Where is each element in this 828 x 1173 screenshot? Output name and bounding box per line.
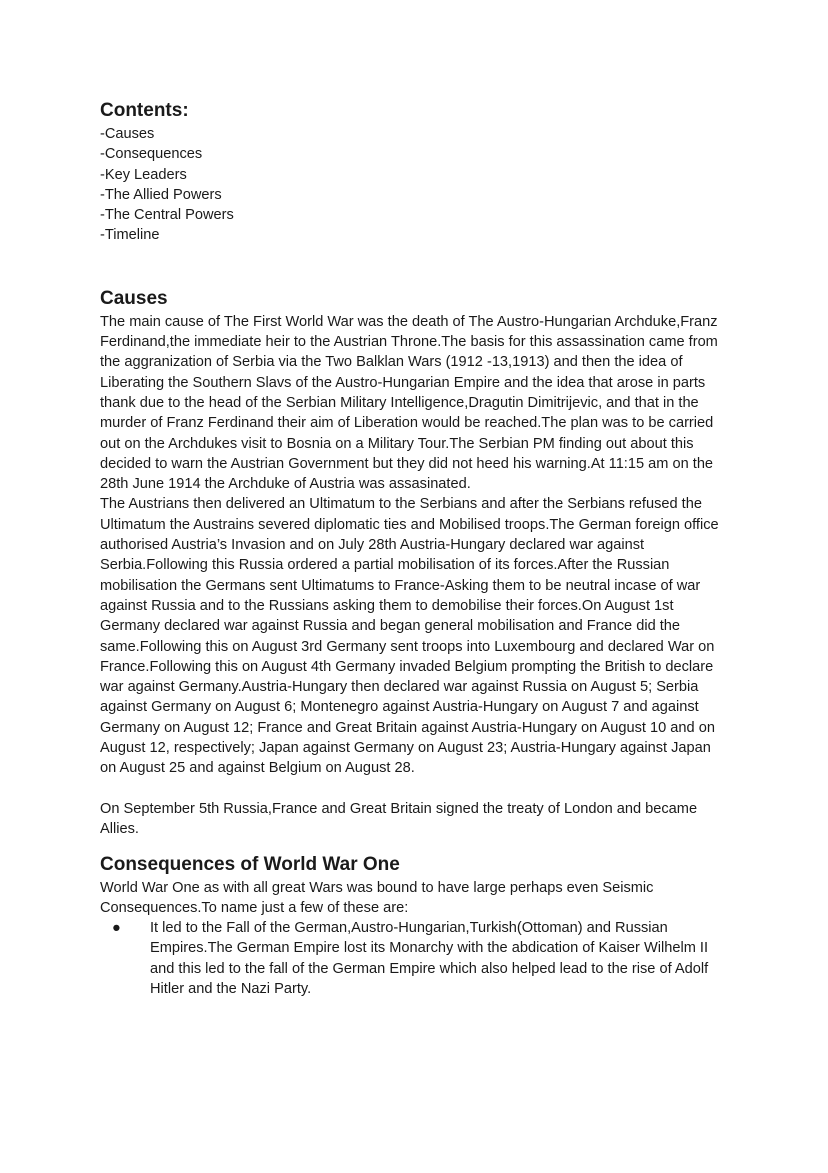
contents-item-key-leaders: -Key Leaders bbox=[100, 166, 187, 183]
contents-item-causes: -Causes bbox=[100, 126, 155, 142]
contents-list bbox=[100, 124, 730, 246]
blank-line bbox=[100, 779, 730, 799]
contents-item-consequences: -Consequences bbox=[100, 146, 203, 163]
contents-heading: Contents: bbox=[100, 100, 189, 121]
causes-paragraph-3: On September 5th Russia,France and Great Britain signed the treaty of London and became Allies. bbox=[100, 800, 698, 838]
consequences-heading: Consequences of World War One bbox=[100, 853, 400, 875]
causes-paragraph-1: The main cause of The First World War was the death of The Austro-Hungarian Archduke,Franz Ferdinand,the immediate heir to the Austrian Throne.The basis for this assassination came from the aggranization of Serbia via the Two Balklan Wars (1912 -13,1913) and then the idea of Liberating the Southern Slavs of the Austro-Hungarian Empire and the idea that arose in parts thank due to the head of the Serbian Military Intelligence,Dragutin Dimitrijevic, and that in the murder of Franz Ferdinand their aim of Liberation would be reached.The plan was to be carried out on the Archdukes visit to Bosnia on a Military Tour.The Serbian PM finding out about this decided to warn the Austrian Government but they did not heed his warning.At 11:15 am on the 28th June 1914 the Archduke of Austria was assasinated. bbox=[100, 313, 718, 493]
consequences-bullet-list bbox=[100, 918, 730, 999]
contents-item-central-powers: -The Central Powers bbox=[100, 207, 234, 224]
contents-item-allied-powers: -The Allied Powers bbox=[100, 186, 222, 203]
consequences-bullet-item bbox=[100, 918, 730, 999]
consequences-intro: World War One as with all great Wars was bound to have large perhaps even Seismic Consequences.To name just a few of these are: bbox=[100, 879, 654, 916]
document-page bbox=[100, 98, 730, 999]
causes-heading: Causes bbox=[100, 287, 168, 309]
consequences-bullet-text: It led to the Fall of the German,Austro-Hungarian,Turkish(Ottoman) and Russian Empires.The German Empire lost its Monarchy with the abdication of Kaiser Wilhelm II and this led to the fall of the German Empire which also helped lead to the rise of Adolf Hitler and the Nazi Party. bbox=[150, 920, 709, 997]
contents-item-timeline: -Timeline bbox=[100, 227, 160, 244]
bullet-dot-icon: ● bbox=[112, 920, 121, 937]
causes-paragraph-2: The Austrians then delivered an Ultimatum to the Serbians and after the Serbians refused the Ultimatum the Austrains severed diplomatic ties and Mobilised troops.The German foreign office authorised Austria’s Invasion and on July 28th Austria-Hungary declared war against Serbia.Following this Russia ordered a partial mobilisation of its forces.After the Russian mobilisation the Germans sent Ultimatums to France-Asking them to be neutral incase of war against Russia and to the Russians asking them to demobilise their forces.On August 1st Germany declared war against Russia and began general mobilisation and France did the same.Following this on August 3rd Germany sent troops into Luxembourg and declared War on France.Following this on August 4th Germany invaded Belgium prompting the British to declare war against Germany.Austria-Hungary then declared war against Russia on August 5; Serbia against Germany on August 6; Montenegro against Austria-Hungary on August 7 and against Germany on August 12; France and Great Britain against Austria-Hungary on August 10 and on August 12, respectively; Japan against Germany on August 23; Austria-Hungary against Japan on August 25 and against Belgium on August 28. bbox=[100, 496, 719, 777]
